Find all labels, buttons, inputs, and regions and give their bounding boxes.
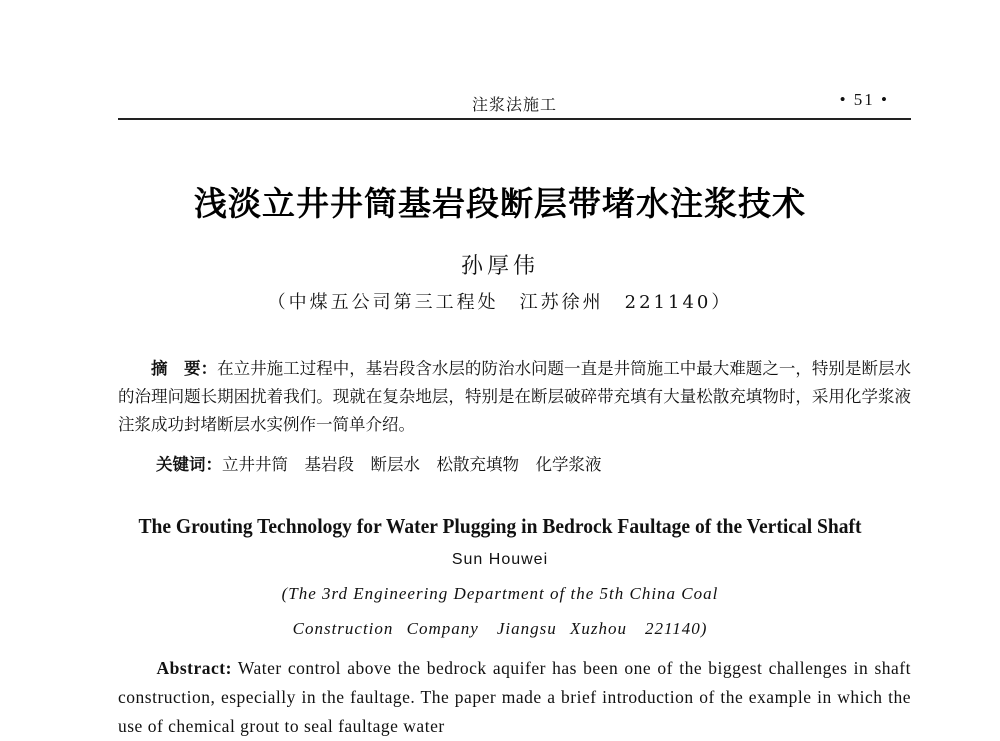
english-abstract-text: Water control above the bedrock aquifer has been one of the biggest challenges in shaft construction, especially in the faultage. The paper made a brief introduction of the example in which the use of chemical grout to seal faultage water	[118, 658, 911, 736]
chinese-keywords-text: 立井井筒 基岩段 断层水 松散充填物 化学浆液	[222, 455, 602, 474]
english-affiliation-line2: Construction Company Jiangsu Xuzhou 221140)	[292, 619, 708, 638]
chinese-abstract-label: 摘 要：	[151, 359, 218, 378]
page-number: • 51 •	[839, 90, 889, 109]
english-abstract-label: Abstract:	[156, 658, 232, 678]
chinese-abstract-text: 在立井施工过程中，基岩段含水层的防治水问题一直是井筒施工中最大难题之一，特别是断层水的治理问题长期困扰着我们。现就在复杂地层，特别是在断层破碎带充填有大量松散充填物时，采用化学浆液注浆成功封堵断层水实例作一简单介绍。	[118, 359, 912, 434]
chinese-title: 浅淡立井井筒基岩段断层带堵水注浆技术	[194, 184, 806, 223]
chinese-author: 孙厚伟	[460, 254, 539, 279]
section-name: 注浆法施工	[471, 95, 557, 114]
english-author: Sun Houwei	[451, 551, 549, 568]
english-affiliation-line1: (The 3rd Engineering Department of the 5th China Coal	[281, 584, 719, 603]
chinese-affiliation: （中煤五公司第三工程处 江苏徐州 221140）	[267, 292, 733, 313]
chinese-keywords-label: 关键词：	[156, 455, 222, 474]
running-header	[118, 84, 911, 120]
english-title: The Grouting Technology for Water Plugging in Bedrock Faultage of the Vertical Shaft	[138, 514, 862, 538]
chinese-abstract	[118, 355, 911, 439]
chinese-keywords	[156, 451, 916, 479]
english-abstract	[118, 654, 911, 741]
